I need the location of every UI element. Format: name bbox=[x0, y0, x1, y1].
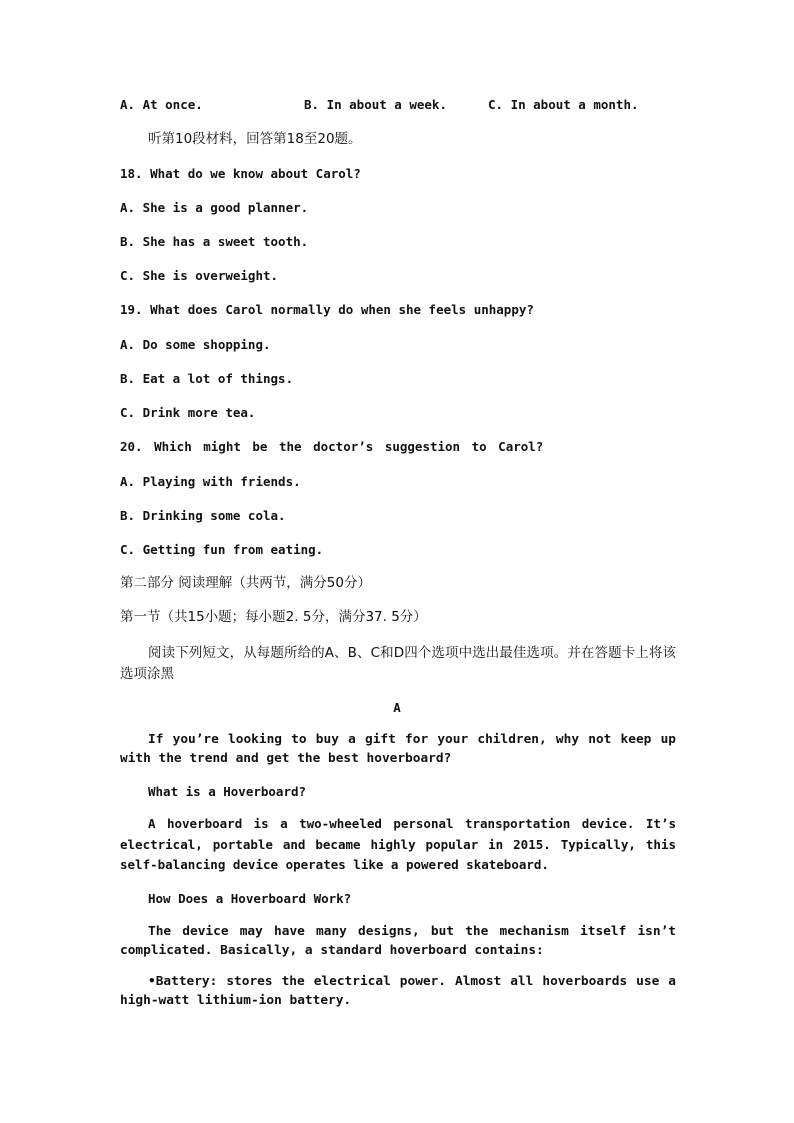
section1-title: 第一节（共15小题；每小题2. 5分，满分37. 5分） bbox=[120, 609, 427, 625]
q19-question: 19. What does Carol normally do when she feels unhappy? bbox=[120, 302, 534, 317]
passage-heading-how: How Does a Hoverboard Work? bbox=[148, 891, 352, 906]
q20-option-c: C. Getting fun from eating. bbox=[120, 542, 324, 557]
reading-instruction: 阅读下列短文，从每题所给的A、B、C和D四个选项中选出最佳选项。并在答题卡上将该选项涂黑 bbox=[120, 645, 676, 682]
q19-option-c: C. Drink more tea. bbox=[120, 405, 256, 420]
passage-para-what: A hoverboard is a two-wheeled personal transportation device. It’s electrical, portable and became highly popular in 2015. Typically, this self-balancing device operates like a powered skateboard. bbox=[120, 816, 676, 872]
q20-question: 20. Which might be the doctor’s suggestion to Carol? bbox=[120, 439, 544, 454]
passage-heading-what: What is a Hoverboard? bbox=[148, 784, 307, 799]
q20-option-b: B. Drinking some cola. bbox=[120, 508, 286, 523]
q18-option-c: C. She is overweight. bbox=[120, 268, 279, 283]
q19-option-a: A. Do some shopping. bbox=[120, 337, 271, 352]
part2-title: 第二部分 阅读理解（共两节，满分50分） bbox=[120, 575, 371, 591]
q17-option-a: A. At once. bbox=[120, 97, 203, 112]
passage-bullet-battery: •Battery: stores the electrical power. Almost all hoverboards use a high-watt lithium-ion battery. bbox=[120, 974, 676, 1008]
passage-label: A bbox=[393, 700, 401, 715]
q17-option-c: C. In about a month. bbox=[488, 97, 639, 112]
q19-option-b: B. Eat a lot of things. bbox=[120, 371, 294, 386]
section10-intro: 听第10段材料，回答第18至20题。 bbox=[148, 131, 362, 147]
passage-intro: If you’re looking to buy a gift for your children, why not keep up with the trend and get the best hoverboard? bbox=[120, 732, 676, 766]
q20-option-a: A. Playing with friends. bbox=[120, 474, 301, 489]
passage-para-how: The device may have many designs, but the mechanism itself isn’t complicated. Basically, a standard hoverboard contains: bbox=[120, 924, 676, 958]
q18-option-b: B. She has a sweet tooth. bbox=[120, 234, 309, 249]
q18-question: 18. What do we know about Carol? bbox=[120, 166, 361, 181]
q17-option-b: B. In about a week. bbox=[304, 97, 447, 112]
q18-option-a: A. She is a good planner. bbox=[120, 200, 309, 215]
